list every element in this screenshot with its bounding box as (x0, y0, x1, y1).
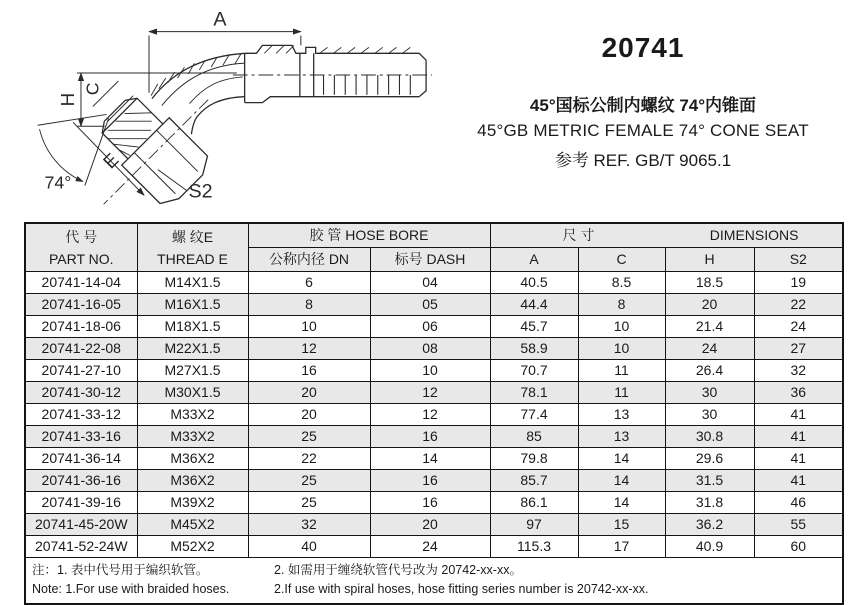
table-cell: 44.4 (490, 294, 578, 316)
table-cell: 86.1 (490, 492, 578, 514)
table-cell: 25 (248, 426, 370, 448)
table-cell: M22X1.5 (137, 338, 248, 360)
table-cell: 20741-33-16 (25, 426, 137, 448)
table-cell: 10 (248, 316, 370, 338)
table-cell: 20741-14-04 (25, 272, 137, 294)
table-cell: M36X2 (137, 448, 248, 470)
table-cell: 41 (754, 448, 843, 470)
dim-label-a: A (213, 8, 227, 31)
table-cell: 46 (754, 492, 843, 514)
note-line-en (32, 580, 836, 599)
table-cell: 24 (754, 316, 843, 338)
header-part-no-cn: 代 号 (65, 228, 98, 245)
table-cell: 97 (490, 514, 578, 536)
header-part-no (25, 223, 137, 272)
note-1-en: Note: 1.For use with braided hoses. (32, 581, 230, 596)
table-row (25, 426, 843, 448)
table-cell: 21.4 (665, 316, 754, 338)
header-thread (137, 223, 248, 272)
table-cell: 20741-18-06 (25, 316, 137, 338)
table-cell: 58.9 (490, 338, 578, 360)
table-cell: 24 (665, 338, 754, 360)
table-cell: M33X2 (137, 426, 248, 448)
table-cell: 79.8 (490, 448, 578, 470)
table-cell: 20741-16-05 (25, 294, 137, 316)
title-chinese: 45°国标公制内螺纹 74°内锥面 (529, 96, 757, 115)
table-cell: 45.7 (490, 316, 578, 338)
table-cell: 8.5 (578, 272, 665, 294)
header-dim-s2: S2 (754, 248, 843, 272)
table-cell: 32 (248, 514, 370, 536)
table-cell: M14X1.5 (137, 272, 248, 294)
cone-angle-label: 74° (44, 172, 72, 193)
table-row (25, 294, 843, 316)
table-cell: 11 (578, 382, 665, 404)
hose-tail (233, 45, 432, 102)
table-cell: 70.7 (490, 360, 578, 382)
table-cell: 12 (370, 404, 490, 426)
note-1-cn: 注：1. 表中代号用于编织软管。 (32, 563, 209, 577)
table-footer (25, 558, 843, 604)
table-cell: 10 (370, 360, 490, 382)
table-cell: 20741-45-20W (25, 514, 137, 536)
table-cell: 22 (754, 294, 843, 316)
table-row (25, 514, 843, 536)
table-row (25, 360, 843, 382)
technical-drawing (8, 4, 432, 216)
table-cell: 19 (754, 272, 843, 294)
header-thread-en: THREAD E (157, 250, 228, 267)
header-part-no-en: PART NO. (48, 250, 114, 267)
table-cell: 20741-33-12 (25, 404, 137, 426)
table-cell: 16 (370, 492, 490, 514)
table-cell: M36X2 (137, 470, 248, 492)
table-row (25, 492, 843, 514)
title-block (428, 32, 858, 176)
table-cell: 14 (370, 448, 490, 470)
table-cell: 6 (248, 272, 370, 294)
parts-table (24, 222, 844, 605)
table-row (25, 470, 843, 492)
table-cell: 12 (248, 338, 370, 360)
table-cell: 20741-52-24W (25, 536, 137, 558)
table-cell: 55 (754, 514, 843, 536)
table-cell: 29.6 (665, 448, 754, 470)
table-cell: 16 (248, 360, 370, 382)
table-cell: 16 (370, 426, 490, 448)
table-cell: 40.9 (665, 536, 754, 558)
dim-label-e: E (98, 148, 123, 173)
note-2-en: 2.If use with spiral hoses, hose fitting series number is 20742-xx-xx. (274, 581, 649, 596)
header-dim-a: A (490, 248, 578, 272)
table-cell: 05 (370, 294, 490, 316)
table-header (25, 223, 843, 272)
table-row (25, 404, 843, 426)
header-hose-bore-group: 胶 管 HOSE BORE (248, 223, 490, 248)
header-dim-c: C (578, 248, 665, 272)
table-cell: 25 (248, 492, 370, 514)
header-dn: 公称内径 DN (248, 248, 370, 272)
notes-row (25, 558, 843, 604)
note-line-cn (32, 561, 836, 580)
table-cell: 06 (370, 316, 490, 338)
fitting-drawing-svg (8, 4, 432, 216)
table-cell: 04 (370, 272, 490, 294)
header-dimensions-en: DIMENSIONS (709, 227, 799, 243)
header-thread-cn: 螺 纹E (171, 228, 214, 245)
table-cell: 27 (754, 338, 843, 360)
dim-label-c: C (82, 82, 103, 96)
header-dimensions-group (490, 223, 843, 248)
table-cell: 20 (370, 514, 490, 536)
table-cell: 10 (578, 316, 665, 338)
table-cell: 20 (248, 382, 370, 404)
table-cell: 26.4 (665, 360, 754, 382)
header-dim-h: H (665, 248, 754, 272)
table-cell: 32 (754, 360, 843, 382)
table-cell: 115.3 (490, 536, 578, 558)
table-cell: M27X1.5 (137, 360, 248, 382)
table-cell: 13 (578, 404, 665, 426)
table-row (25, 338, 843, 360)
table-row (25, 272, 843, 294)
table-cell: 20 (248, 404, 370, 426)
table-cell: 8 (248, 294, 370, 316)
table-cell: 14 (578, 470, 665, 492)
table-cell: 20 (665, 294, 754, 316)
table-cell: 41 (754, 426, 843, 448)
table-cell: 40 (248, 536, 370, 558)
table-body (25, 272, 843, 558)
table-row (25, 448, 843, 470)
table-cell: 8 (578, 294, 665, 316)
table-cell: 20741-27-10 (25, 360, 137, 382)
table-cell: 17 (578, 536, 665, 558)
table-cell: 11 (578, 360, 665, 382)
table-cell: 20741-22-08 (25, 338, 137, 360)
table-cell: 30.8 (665, 426, 754, 448)
title-english: 45°GB METRIC FEMALE 74° CONE SEAT (477, 121, 809, 140)
table-cell: 13 (578, 426, 665, 448)
table-cell: 41 (754, 470, 843, 492)
table-cell: 22 (248, 448, 370, 470)
table-cell: 77.4 (490, 404, 578, 426)
table-cell: M52X2 (137, 536, 248, 558)
table-cell: 08 (370, 338, 490, 360)
table-cell: 14 (578, 448, 665, 470)
table-cell: M16X1.5 (137, 294, 248, 316)
table-cell: 25 (248, 470, 370, 492)
table-cell: M45X2 (137, 514, 248, 536)
table-cell: M33X2 (137, 404, 248, 426)
table-cell: 78.1 (490, 382, 578, 404)
table-cell: 12 (370, 382, 490, 404)
table-cell: 24 (370, 536, 490, 558)
header-dimensions-cn: 尺 寸 (562, 227, 595, 243)
table-cell: 30 (665, 404, 754, 426)
table-cell: 30 (665, 382, 754, 404)
title-reference: 参考 REF. GB/T 9065.1 (554, 151, 732, 170)
table-cell: 16 (370, 470, 490, 492)
table-cell: 41 (754, 404, 843, 426)
table-cell: M30X1.5 (137, 382, 248, 404)
header-dash: 标号 DASH (370, 248, 490, 272)
table-cell: 36 (754, 382, 843, 404)
table-cell: 36.2 (665, 514, 754, 536)
table-cell: 31.8 (665, 492, 754, 514)
table-cell: 20741-30-12 (25, 382, 137, 404)
table-cell: 10 (578, 338, 665, 360)
table-cell: 85.7 (490, 470, 578, 492)
table-cell: M39X2 (137, 492, 248, 514)
table-notes (25, 558, 843, 604)
dim-label-s2: S2 (188, 180, 213, 203)
table-cell: M18X1.5 (137, 316, 248, 338)
table-cell: 40.5 (490, 272, 578, 294)
table-cell: 31.5 (665, 470, 754, 492)
table-row (25, 316, 843, 338)
table-cell: 20741-36-16 (25, 470, 137, 492)
table-row (25, 536, 843, 558)
table-cell: 20741-36-14 (25, 448, 137, 470)
note-2-cn: 2. 如需用于缠绕软管代号改为 20742-xx-xx。 (274, 563, 522, 577)
table-cell: 20741-39-16 (25, 492, 137, 514)
series-number: 20741 (601, 32, 685, 63)
dim-label-h: H (57, 92, 79, 107)
table-cell: 85 (490, 426, 578, 448)
table-row (25, 382, 843, 404)
table-cell: 60 (754, 536, 843, 558)
table-cell: 14 (578, 492, 665, 514)
table-cell: 18.5 (665, 272, 754, 294)
table-cell: 15 (578, 514, 665, 536)
